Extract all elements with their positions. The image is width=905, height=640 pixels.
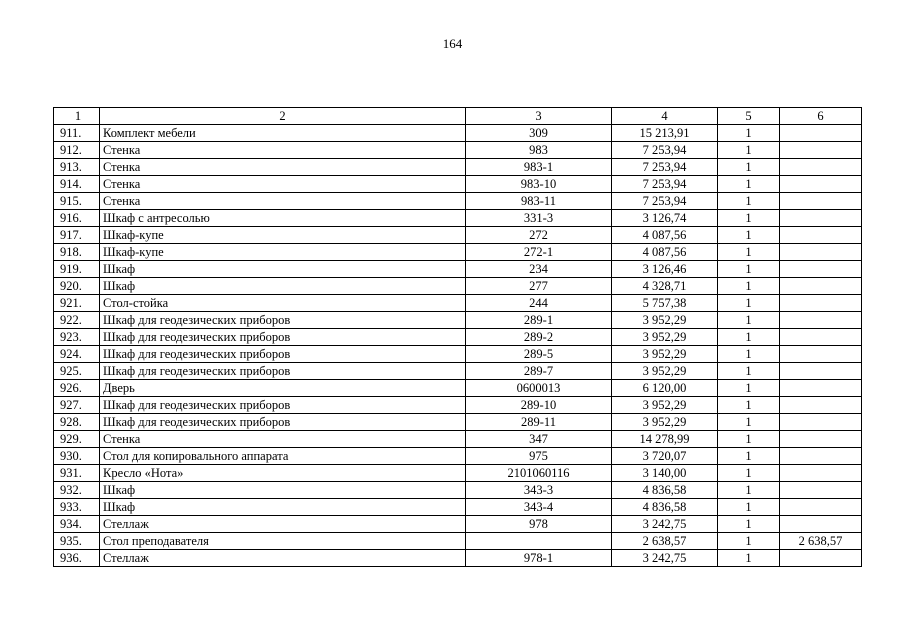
extra-cost-cell xyxy=(780,380,862,397)
inventory-code-cell: 343-3 xyxy=(466,482,612,499)
quantity-cell: 1 xyxy=(718,210,780,227)
item-name-cell: Шкаф для геодезических приборов xyxy=(100,312,466,329)
cost-cell: 3 952,29 xyxy=(612,346,718,363)
page-number: 164 xyxy=(442,36,463,51)
cost-cell: 3 952,29 xyxy=(612,397,718,414)
table-row xyxy=(54,210,862,227)
quantity-cell: 1 xyxy=(718,346,780,363)
cost-cell: 4 328,71 xyxy=(612,278,718,295)
item-name-cell: Стенка xyxy=(100,159,466,176)
table-row xyxy=(54,431,862,448)
cost-cell: 3 126,46 xyxy=(612,261,718,278)
row-number-cell: 936. xyxy=(54,550,100,567)
cost-cell: 3 952,29 xyxy=(612,329,718,346)
table-row xyxy=(54,312,862,329)
row-number-cell: 924. xyxy=(54,346,100,363)
extra-cost-cell xyxy=(780,176,862,193)
extra-cost-cell xyxy=(780,499,862,516)
cost-cell: 4 836,58 xyxy=(612,499,718,516)
row-number-cell: 922. xyxy=(54,312,100,329)
table-row xyxy=(54,193,862,210)
quantity-cell: 1 xyxy=(718,550,780,567)
item-name-cell: Шкаф-купе xyxy=(100,227,466,244)
item-name-cell: Стеллаж xyxy=(100,516,466,533)
table-row xyxy=(54,499,862,516)
table-row xyxy=(54,397,862,414)
header-cell: 1 xyxy=(54,108,100,125)
inventory-code-cell: 978 xyxy=(466,516,612,533)
row-number-cell: 927. xyxy=(54,397,100,414)
quantity-cell: 1 xyxy=(718,142,780,159)
row-number-cell: 913. xyxy=(54,159,100,176)
extra-cost-cell xyxy=(780,261,862,278)
inventory-table xyxy=(53,107,862,567)
item-name-cell: Шкаф с антресолью xyxy=(100,210,466,227)
cost-cell: 3 952,29 xyxy=(612,312,718,329)
extra-cost-cell xyxy=(780,397,862,414)
extra-cost-cell xyxy=(780,278,862,295)
quantity-cell: 1 xyxy=(718,380,780,397)
row-number-cell: 911. xyxy=(54,125,100,142)
cost-cell: 3 952,29 xyxy=(612,414,718,431)
row-number-cell: 915. xyxy=(54,193,100,210)
quantity-cell: 1 xyxy=(718,516,780,533)
cost-cell: 7 253,94 xyxy=(612,142,718,159)
table-row xyxy=(54,363,862,380)
inventory-code-cell: 983 xyxy=(466,142,612,159)
quantity-cell: 1 xyxy=(718,448,780,465)
item-name-cell: Стол-стойка xyxy=(100,295,466,312)
table-row xyxy=(54,295,862,312)
row-number-cell: 916. xyxy=(54,210,100,227)
item-name-cell: Шкаф xyxy=(100,482,466,499)
inventory-code-cell: 289-11 xyxy=(466,414,612,431)
cost-cell: 4 087,56 xyxy=(612,244,718,261)
row-number-cell: 919. xyxy=(54,261,100,278)
table-row xyxy=(54,380,862,397)
table-row xyxy=(54,278,862,295)
quantity-cell: 1 xyxy=(718,278,780,295)
quantity-cell: 1 xyxy=(718,397,780,414)
cost-cell: 3 720,07 xyxy=(612,448,718,465)
item-name-cell: Стеллаж xyxy=(100,550,466,567)
extra-cost-cell xyxy=(780,550,862,567)
item-name-cell: Комплект мебели xyxy=(100,125,466,142)
row-number-cell: 921. xyxy=(54,295,100,312)
extra-cost-cell xyxy=(780,448,862,465)
table-row xyxy=(54,125,862,142)
cost-cell: 3 140,00 xyxy=(612,465,718,482)
row-number-cell: 920. xyxy=(54,278,100,295)
extra-cost-cell xyxy=(780,414,862,431)
quantity-cell: 1 xyxy=(718,329,780,346)
cost-cell: 7 253,94 xyxy=(612,193,718,210)
header-cell: 5 xyxy=(718,108,780,125)
item-name-cell: Стол для копировального аппарата xyxy=(100,448,466,465)
item-name-cell: Шкаф xyxy=(100,278,466,295)
inventory-code-cell: 234 xyxy=(466,261,612,278)
item-name-cell: Шкаф для геодезических приборов xyxy=(100,329,466,346)
extra-cost-cell xyxy=(780,363,862,380)
table-header-row xyxy=(54,108,862,125)
row-number-cell: 933. xyxy=(54,499,100,516)
quantity-cell: 1 xyxy=(718,244,780,261)
inventory-code-cell: 2101060116 xyxy=(466,465,612,482)
quantity-cell: 1 xyxy=(718,193,780,210)
quantity-cell: 1 xyxy=(718,431,780,448)
cost-cell: 15 213,91 xyxy=(612,125,718,142)
table-row xyxy=(54,159,862,176)
extra-cost-cell xyxy=(780,210,862,227)
table-row xyxy=(54,142,862,159)
inventory-code-cell: 244 xyxy=(466,295,612,312)
extra-cost-cell xyxy=(780,159,862,176)
header-cell: 3 xyxy=(466,108,612,125)
row-number-cell: 914. xyxy=(54,176,100,193)
cost-cell: 7 253,94 xyxy=(612,176,718,193)
quantity-cell: 1 xyxy=(718,533,780,550)
quantity-cell: 1 xyxy=(718,363,780,380)
row-number-cell: 930. xyxy=(54,448,100,465)
extra-cost-cell xyxy=(780,465,862,482)
table-row xyxy=(54,550,862,567)
header-cell: 6 xyxy=(780,108,862,125)
table-row xyxy=(54,482,862,499)
cost-cell: 14 278,99 xyxy=(612,431,718,448)
quantity-cell: 1 xyxy=(718,227,780,244)
inventory-code-cell: 289-10 xyxy=(466,397,612,414)
row-number-cell: 929. xyxy=(54,431,100,448)
inventory-code-cell: 983-11 xyxy=(466,193,612,210)
cost-cell: 3 952,29 xyxy=(612,363,718,380)
row-number-cell: 923. xyxy=(54,329,100,346)
cost-cell: 4 087,56 xyxy=(612,227,718,244)
row-number-cell: 918. xyxy=(54,244,100,261)
quantity-cell: 1 xyxy=(718,176,780,193)
quantity-cell: 1 xyxy=(718,261,780,278)
extra-cost-cell xyxy=(780,431,862,448)
item-name-cell: Стенка xyxy=(100,142,466,159)
item-name-cell: Шкаф для геодезических приборов xyxy=(100,346,466,363)
table-row xyxy=(54,448,862,465)
quantity-cell: 1 xyxy=(718,414,780,431)
item-name-cell: Стенка xyxy=(100,176,466,193)
item-name-cell: Стол преподавателя xyxy=(100,533,466,550)
inventory-code-cell: 347 xyxy=(466,431,612,448)
inventory-code-cell xyxy=(466,533,612,550)
inventory-code-cell: 978-1 xyxy=(466,550,612,567)
inventory-code-cell: 983-1 xyxy=(466,159,612,176)
cost-cell: 7 253,94 xyxy=(612,159,718,176)
inventory-code-cell: 309 xyxy=(466,125,612,142)
row-number-cell: 917. xyxy=(54,227,100,244)
row-number-cell: 926. xyxy=(54,380,100,397)
table-row xyxy=(54,533,862,550)
cost-cell: 6 120,00 xyxy=(612,380,718,397)
item-name-cell: Шкаф-купе xyxy=(100,244,466,261)
cost-cell: 3 242,75 xyxy=(612,516,718,533)
table-row xyxy=(54,516,862,533)
row-number-cell: 925. xyxy=(54,363,100,380)
extra-cost-cell xyxy=(780,227,862,244)
table-row xyxy=(54,244,862,261)
table-row xyxy=(54,227,862,244)
table-row xyxy=(54,329,862,346)
extra-cost-cell xyxy=(780,329,862,346)
inventory-code-cell: 272 xyxy=(466,227,612,244)
quantity-cell: 1 xyxy=(718,125,780,142)
item-name-cell: Дверь xyxy=(100,380,466,397)
quantity-cell: 1 xyxy=(718,159,780,176)
extra-cost-cell xyxy=(780,312,862,329)
extra-cost-cell xyxy=(780,346,862,363)
table-row xyxy=(54,346,862,363)
inventory-code-cell: 289-2 xyxy=(466,329,612,346)
inventory-code-cell: 343-4 xyxy=(466,499,612,516)
item-name-cell: Стенка xyxy=(100,193,466,210)
extra-cost-cell xyxy=(780,142,862,159)
row-number-cell: 932. xyxy=(54,482,100,499)
item-name-cell: Шкаф xyxy=(100,261,466,278)
item-name-cell: Шкаф для геодезических приборов xyxy=(100,397,466,414)
header-cell: 2 xyxy=(100,108,466,125)
inventory-code-cell: 983-10 xyxy=(466,176,612,193)
table-row xyxy=(54,176,862,193)
inventory-code-cell: 272-1 xyxy=(466,244,612,261)
extra-cost-cell xyxy=(780,244,862,261)
cost-cell: 2 638,57 xyxy=(612,533,718,550)
row-number-cell: 934. xyxy=(54,516,100,533)
table-row xyxy=(54,465,862,482)
inventory-code-cell: 289-5 xyxy=(466,346,612,363)
extra-cost-cell xyxy=(780,125,862,142)
cost-cell: 3 242,75 xyxy=(612,550,718,567)
quantity-cell: 1 xyxy=(718,482,780,499)
extra-cost-cell: 2 638,57 xyxy=(780,533,862,550)
cost-cell: 3 126,74 xyxy=(612,210,718,227)
inventory-code-cell: 289-7 xyxy=(466,363,612,380)
quantity-cell: 1 xyxy=(718,295,780,312)
inventory-code-cell: 331-3 xyxy=(466,210,612,227)
item-name-cell: Шкаф для геодезических приборов xyxy=(100,363,466,380)
extra-cost-cell xyxy=(780,295,862,312)
row-number-cell: 928. xyxy=(54,414,100,431)
item-name-cell: Шкаф для геодезических приборов xyxy=(100,414,466,431)
cost-cell: 5 757,38 xyxy=(612,295,718,312)
inventory-code-cell: 289-1 xyxy=(466,312,612,329)
inventory-code-cell: 277 xyxy=(466,278,612,295)
extra-cost-cell xyxy=(780,516,862,533)
extra-cost-cell xyxy=(780,482,862,499)
quantity-cell: 1 xyxy=(718,312,780,329)
row-number-cell: 935. xyxy=(54,533,100,550)
item-name-cell: Шкаф xyxy=(100,499,466,516)
inventory-code-cell: 975 xyxy=(466,448,612,465)
item-name-cell: Стенка xyxy=(100,431,466,448)
table-row xyxy=(54,261,862,278)
table-row xyxy=(54,414,862,431)
item-name-cell: Кресло «Нота» xyxy=(100,465,466,482)
quantity-cell: 1 xyxy=(718,499,780,516)
extra-cost-cell xyxy=(780,193,862,210)
inventory-code-cell: 0600013 xyxy=(466,380,612,397)
cost-cell: 4 836,58 xyxy=(612,482,718,499)
row-number-cell: 912. xyxy=(54,142,100,159)
quantity-cell: 1 xyxy=(718,465,780,482)
row-number-cell: 931. xyxy=(54,465,100,482)
header-cell: 4 xyxy=(612,108,718,125)
